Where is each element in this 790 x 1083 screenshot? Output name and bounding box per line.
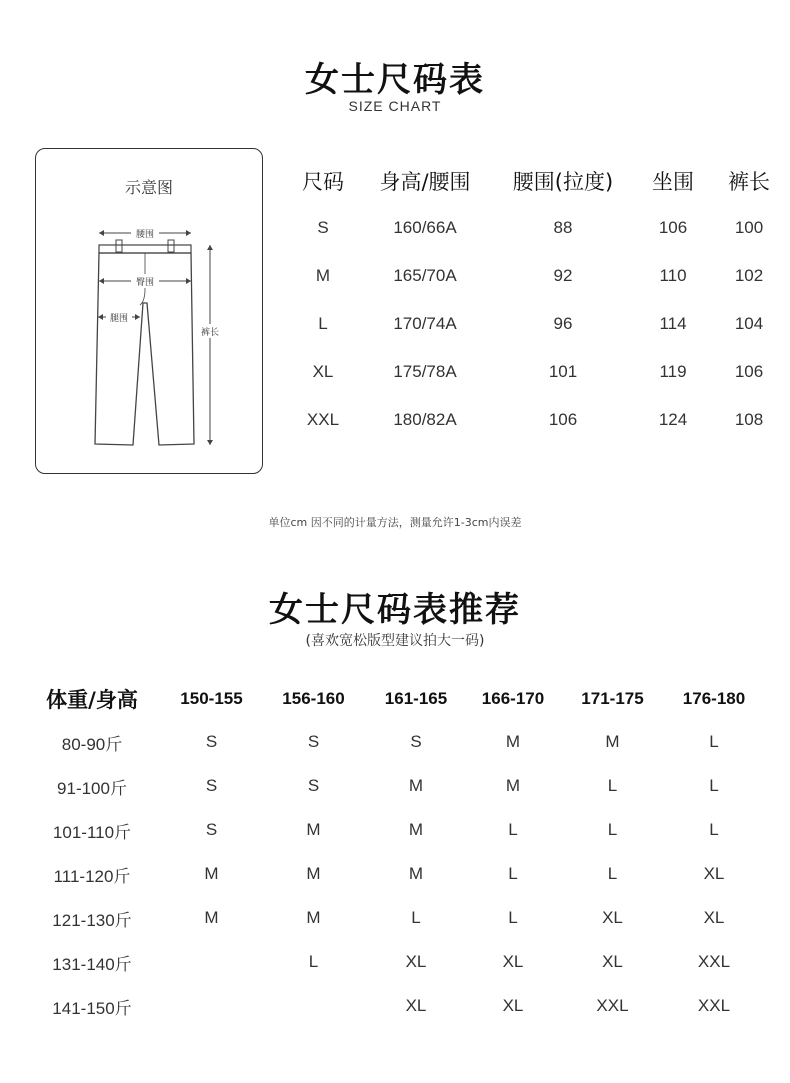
length-cell: 108 — [734, 410, 764, 429]
leg-measure-label: 腿围 — [109, 314, 129, 324]
table-row — [30, 808, 755, 852]
recommendation-header-row — [30, 678, 755, 720]
size-cell: M — [306, 864, 321, 883]
table-row — [292, 300, 782, 348]
table-row — [30, 940, 755, 984]
size-cell: XL — [703, 908, 725, 927]
header-size: 尺码 — [302, 170, 344, 194]
header-height-range: 166-170 — [481, 689, 545, 708]
weight-range-cell: 141-150斤 — [52, 998, 132, 1018]
waist-cell: 106 — [548, 410, 578, 429]
size-cell: XXL — [306, 410, 340, 429]
size-cell: S — [307, 732, 320, 751]
pants-diagram — [36, 149, 264, 475]
size-cell: M — [315, 266, 331, 285]
size-cell: M — [408, 776, 424, 795]
hip-cell: 114 — [659, 314, 687, 333]
table-row — [292, 204, 782, 252]
size-cell: S — [317, 218, 329, 237]
size-cell: L — [709, 732, 719, 751]
size-cell: M — [306, 908, 321, 927]
length-measure-label: 裤长 — [200, 328, 220, 338]
size-cell: S — [205, 776, 218, 795]
size-cell: L — [508, 864, 518, 883]
table-row — [292, 396, 782, 444]
hip-measure-label: 臀围 — [135, 278, 155, 288]
waist-cell: 96 — [553, 314, 573, 333]
height-waist-cell: 170/74A — [393, 314, 457, 333]
header-height-range: 176-180 — [682, 689, 746, 708]
height-waist-cell: 160/66A — [393, 218, 457, 237]
size-cell: M — [204, 908, 219, 927]
length-cell: 102 — [734, 266, 764, 285]
table-row — [30, 984, 755, 1028]
header-height-range: 156-160 — [282, 689, 345, 708]
table-row — [292, 348, 782, 396]
header-height-range: 171-175 — [581, 689, 644, 708]
waist-cell: 88 — [553, 218, 573, 237]
size-cell: S — [205, 820, 218, 839]
size-cell: L — [709, 820, 719, 839]
size-cell: XL — [405, 952, 427, 971]
size-chart-title: 女士尺码表 — [305, 60, 485, 100]
size-cell: S — [205, 732, 218, 751]
size-cell: M — [306, 820, 321, 839]
size-table-header-row — [292, 158, 782, 204]
size-cell: M — [505, 776, 521, 795]
height-waist-cell: 165/70A — [393, 266, 457, 285]
header-height-range: 161-165 — [384, 689, 448, 708]
size-cell: L — [607, 776, 618, 795]
size-cell: S — [410, 732, 422, 751]
diagram-box — [35, 148, 263, 474]
length-cell: 106 — [734, 362, 764, 381]
size-cell: L — [318, 314, 328, 333]
header-waist-stretch: 腰围(拉度) — [512, 170, 614, 194]
table-row — [30, 720, 755, 764]
size-chart-subtitle: SIZE CHART — [348, 98, 442, 114]
size-cell: L — [308, 952, 319, 971]
weight-range-cell: 91-100斤 — [57, 778, 127, 798]
hip-cell: 110 — [659, 266, 687, 285]
size-cell: L — [411, 908, 421, 927]
size-cell: L — [508, 908, 518, 927]
size-cell: M — [605, 732, 620, 751]
weight-range-cell: 121-130斤 — [52, 910, 132, 930]
hip-cell: 124 — [658, 410, 688, 429]
size-cell: XL — [405, 996, 427, 1015]
header-height-range: 150-155 — [180, 689, 243, 708]
weight-range-cell: 131-140斤 — [52, 954, 132, 974]
size-cell: M — [204, 864, 219, 883]
size-cell: M — [505, 732, 521, 751]
table-row — [30, 852, 755, 896]
recommendation-subtitle: (喜欢宽松版型建议拍大一码) — [305, 633, 485, 649]
height-waist-cell: 180/82A — [393, 410, 457, 429]
weight-range-cell: 111-120斤 — [53, 866, 131, 886]
recommendation-title: 女士尺码表推荐 — [269, 590, 521, 630]
header-height-waist: 身高/腰围 — [379, 170, 471, 194]
length-cell: 104 — [734, 314, 764, 333]
size-cell: S — [307, 776, 320, 795]
table-row — [30, 764, 755, 808]
waist-measure-label: 腰围 — [135, 230, 155, 240]
table-row — [292, 252, 782, 300]
size-cell: M — [408, 864, 424, 883]
size-cell: L — [508, 820, 518, 839]
size-cell: XXL — [596, 996, 629, 1015]
size-cell: XL — [602, 908, 623, 927]
table-row — [30, 896, 755, 940]
header-hip: 坐围 — [652, 170, 694, 194]
length-cell: 100 — [734, 218, 764, 237]
hip-cell: 119 — [659, 362, 687, 381]
size-cell: L — [607, 820, 618, 839]
measurement-note: 单位cm 因不同的计量方法，测量允许1-3cm内误差 — [268, 516, 522, 529]
size-cell — [154, 984, 269, 1028]
size-cell: M — [408, 820, 424, 839]
size-cell: L — [709, 776, 719, 795]
height-waist-cell: 175/78A — [393, 362, 457, 381]
waist-cell: 101 — [548, 362, 578, 381]
size-cell: XL — [502, 952, 524, 971]
size-cell — [269, 984, 358, 1028]
size-cell: XL — [502, 996, 524, 1015]
recommendation-table — [30, 678, 755, 1028]
diagram-label: 示意图 — [124, 178, 173, 197]
waist-cell: 92 — [553, 266, 573, 285]
weight-range-cell: 101-110斤 — [52, 822, 132, 842]
weight-range-cell: 80-90斤 — [61, 734, 123, 754]
size-cell: XXL — [697, 996, 731, 1015]
size-cell: L — [607, 864, 618, 883]
hip-cell: 106 — [658, 218, 688, 237]
size-cell — [154, 940, 269, 984]
size-cell: XL — [312, 362, 334, 381]
header-length: 裤长 — [728, 170, 770, 194]
size-cell: XXL — [697, 952, 731, 971]
size-table — [292, 158, 782, 444]
size-cell: XL — [602, 952, 623, 971]
header-weight-height: 体重/身高 — [46, 688, 138, 712]
size-cell: XL — [703, 864, 725, 883]
